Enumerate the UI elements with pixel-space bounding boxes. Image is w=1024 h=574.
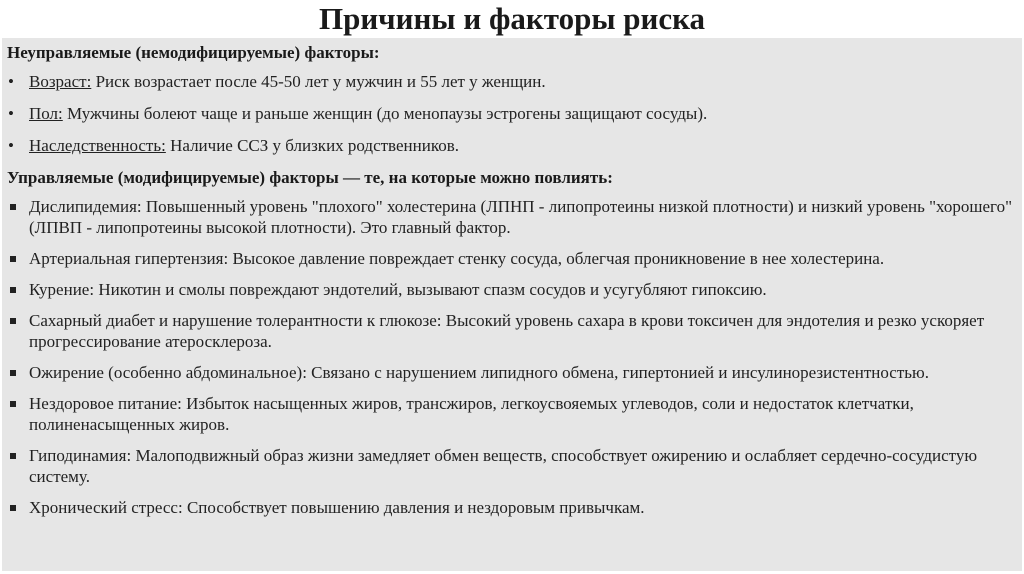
item-text: Мужчины болеют чаще и раньше женщин (до менопаузы эстрогены защищают сосуды). — [62, 104, 708, 123]
list-item-hypertension — [7, 248, 1022, 269]
list-item-smoking — [7, 279, 1022, 300]
list-item-hypodynamia — [7, 445, 1022, 487]
item-term: Курение: — [29, 280, 95, 299]
item-text: Способствует повышению давления и нездоровым привычкам. — [182, 498, 645, 517]
bullet-square — [10, 256, 16, 262]
item-text: Риск возрастает после 45-50 лет у мужчин и 55 лет у женщин. — [91, 72, 546, 91]
item-term: Возраст: — [29, 72, 92, 91]
slide-title: Причины и факторы риска — [318, 1, 706, 36]
item-text: Высокое давление повреждает стенку сосуда, облегчая проникновение в нее холестерина. — [228, 249, 885, 268]
item-text: Высокий уровень сахара в крови токсичен для эндотелия и резко ускоряет прогрессирование атеросклероза. — [29, 311, 985, 351]
bullet-dot: • — [8, 104, 14, 123]
bullet-square — [10, 505, 16, 511]
bullet-square — [10, 287, 16, 293]
list-item-heredity — [7, 135, 1022, 156]
bullet-square — [10, 401, 16, 407]
item-term: Нездоровое питание: — [29, 394, 182, 413]
item-text: Связано с нарушением липидного обмена, гипертонией и инсулинорезистентностью. — [306, 363, 929, 382]
item-text: Избыток насыщенных жиров, трансжиров, легкоусвояемых углеводов, соли и недостаток клетчатки, полиненасыщенных жиров. — [29, 394, 914, 434]
content-panel — [2, 38, 1022, 571]
bullet-square — [10, 318, 16, 324]
item-term: Дислипидемия: — [29, 197, 142, 216]
bullet-dot: • — [8, 136, 14, 155]
item-term: Наследственность: — [29, 136, 166, 155]
list-item-diabetes — [7, 310, 1022, 352]
list-item-sex — [7, 103, 1022, 124]
item-text: Никотин и смолы повреждают эндотелий, вызывают спазм сосудов и усугубляют гипоксию. — [94, 280, 767, 299]
list-item-stress — [7, 497, 1022, 518]
non-modifiable-heading: Неуправляемые (немодифицируемые) факторы: — [7, 43, 380, 62]
item-term: Пол: — [29, 104, 63, 123]
item-term: Гиподинамия: — [29, 446, 132, 465]
bullet-square — [10, 370, 16, 376]
item-text: Повышенный уровень "плохого" холестерина (ЛПНП - липопротеины низкой плотности) и низкий уровень "хорошего" (ЛПВП - липопротеины высокой плотности). Это главный фактор. — [29, 197, 1013, 237]
modifiable-list — [7, 196, 1022, 518]
bullet-dot: • — [8, 72, 14, 91]
non-modifiable-list — [7, 71, 1022, 156]
item-text: Малоподвижный образ жизни замедляет обмен веществ, способствует ожирению и ослабляет сердечно-сосудистую систему. — [29, 446, 978, 486]
item-term: Ожирение (особенно абдоминальное): — [29, 363, 307, 382]
list-item-nutrition — [7, 393, 1022, 435]
list-item-dyslipidemia — [7, 196, 1022, 238]
item-text: Наличие ССЗ у близких родственников. — [165, 136, 459, 155]
bullet-square — [10, 204, 16, 210]
list-item-age — [7, 71, 1022, 92]
list-item-obesity — [7, 362, 1022, 383]
item-term: Хронический стресс: — [29, 498, 183, 517]
bullet-square — [10, 453, 16, 459]
item-term: Сахарный диабет и нарушение толерантности к глюкозе: — [29, 311, 442, 330]
item-term: Артериальная гипертензия: — [29, 249, 229, 268]
modifiable-heading: Управляемые (модифицируемые) факторы — те, на которые можно повлиять: — [7, 168, 613, 187]
